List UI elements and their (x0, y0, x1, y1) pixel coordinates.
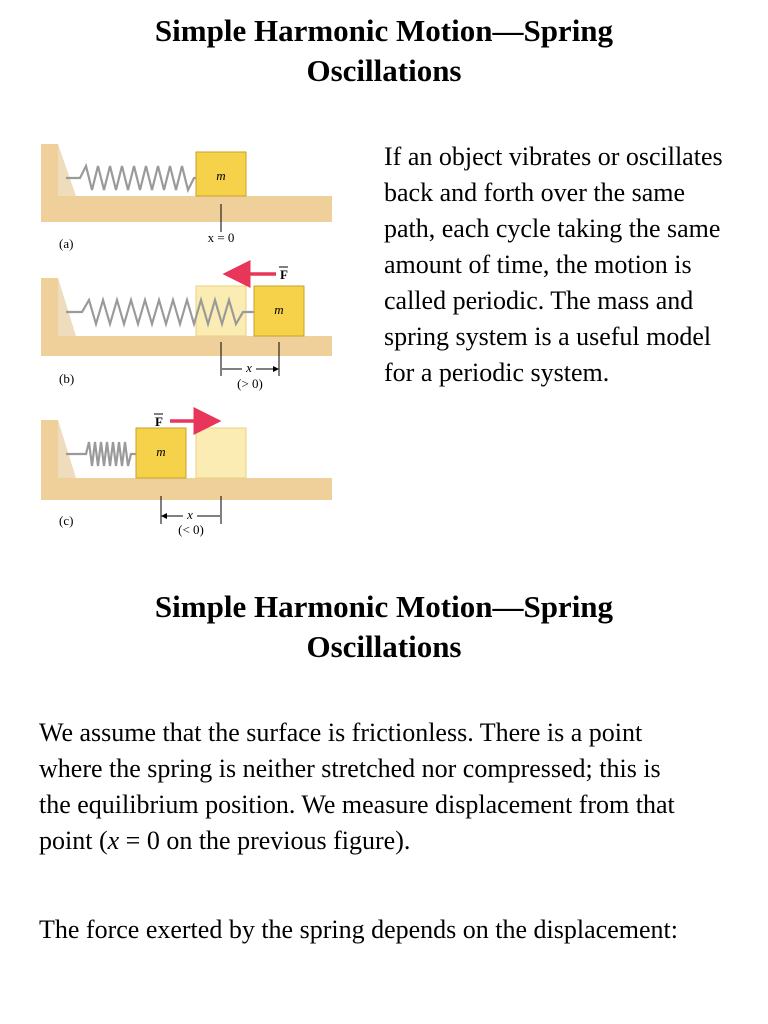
displacement-note: (< 0) (178, 522, 204, 537)
equilibrium-paragraph (39, 715, 679, 859)
force-paragraph: The force exerted by the spring depends on the displacement: (39, 915, 678, 944)
displacement-note: (> 0) (237, 376, 263, 391)
wall-shade (58, 420, 76, 478)
spring (66, 442, 136, 466)
panel-b (41, 267, 332, 391)
panel-label-b: (b) (59, 371, 75, 386)
periodic-motion-paragraph: If an object vibrates or oscillates back and forth over the same path, each cycle taking the same amount of time, the motion is called periodic. The mass and spring system is a useful model for a periodic system. (384, 142, 723, 387)
force-label: F (155, 414, 163, 429)
mass-label: m (274, 302, 284, 317)
slide-title-2: Simple Harmonic Motion—Spring Oscillations (154, 589, 614, 664)
spring-mass-figure (36, 140, 336, 540)
spring (66, 166, 196, 190)
ghost-mass-block (196, 428, 246, 478)
displacement-label: x (246, 360, 252, 375)
panel-label-a: (a) (59, 236, 74, 251)
slide-title: Simple Harmonic Motion—Spring Oscillations (154, 13, 614, 88)
x-symbol: x (107, 826, 120, 855)
wall-shade (58, 144, 76, 196)
wall-shade (58, 278, 76, 336)
mass-label: m (156, 444, 166, 459)
equilibrium-text-b: = 0 on the previous figure). (119, 826, 411, 855)
panel-c (41, 414, 332, 537)
displacement-label: x (187, 507, 193, 522)
panel-a (41, 144, 332, 251)
equilibrium-text-a: We assume that the surface is frictionless. There is a point where the spring is neither stretched nor compressed; this is the equilibrium position. We measure displacement from that point ( (39, 718, 675, 855)
mass-label: m (216, 168, 226, 183)
force-label: F (280, 267, 288, 282)
panel-label-c: (c) (59, 513, 74, 528)
x-zero-label: x = 0 (207, 230, 235, 245)
